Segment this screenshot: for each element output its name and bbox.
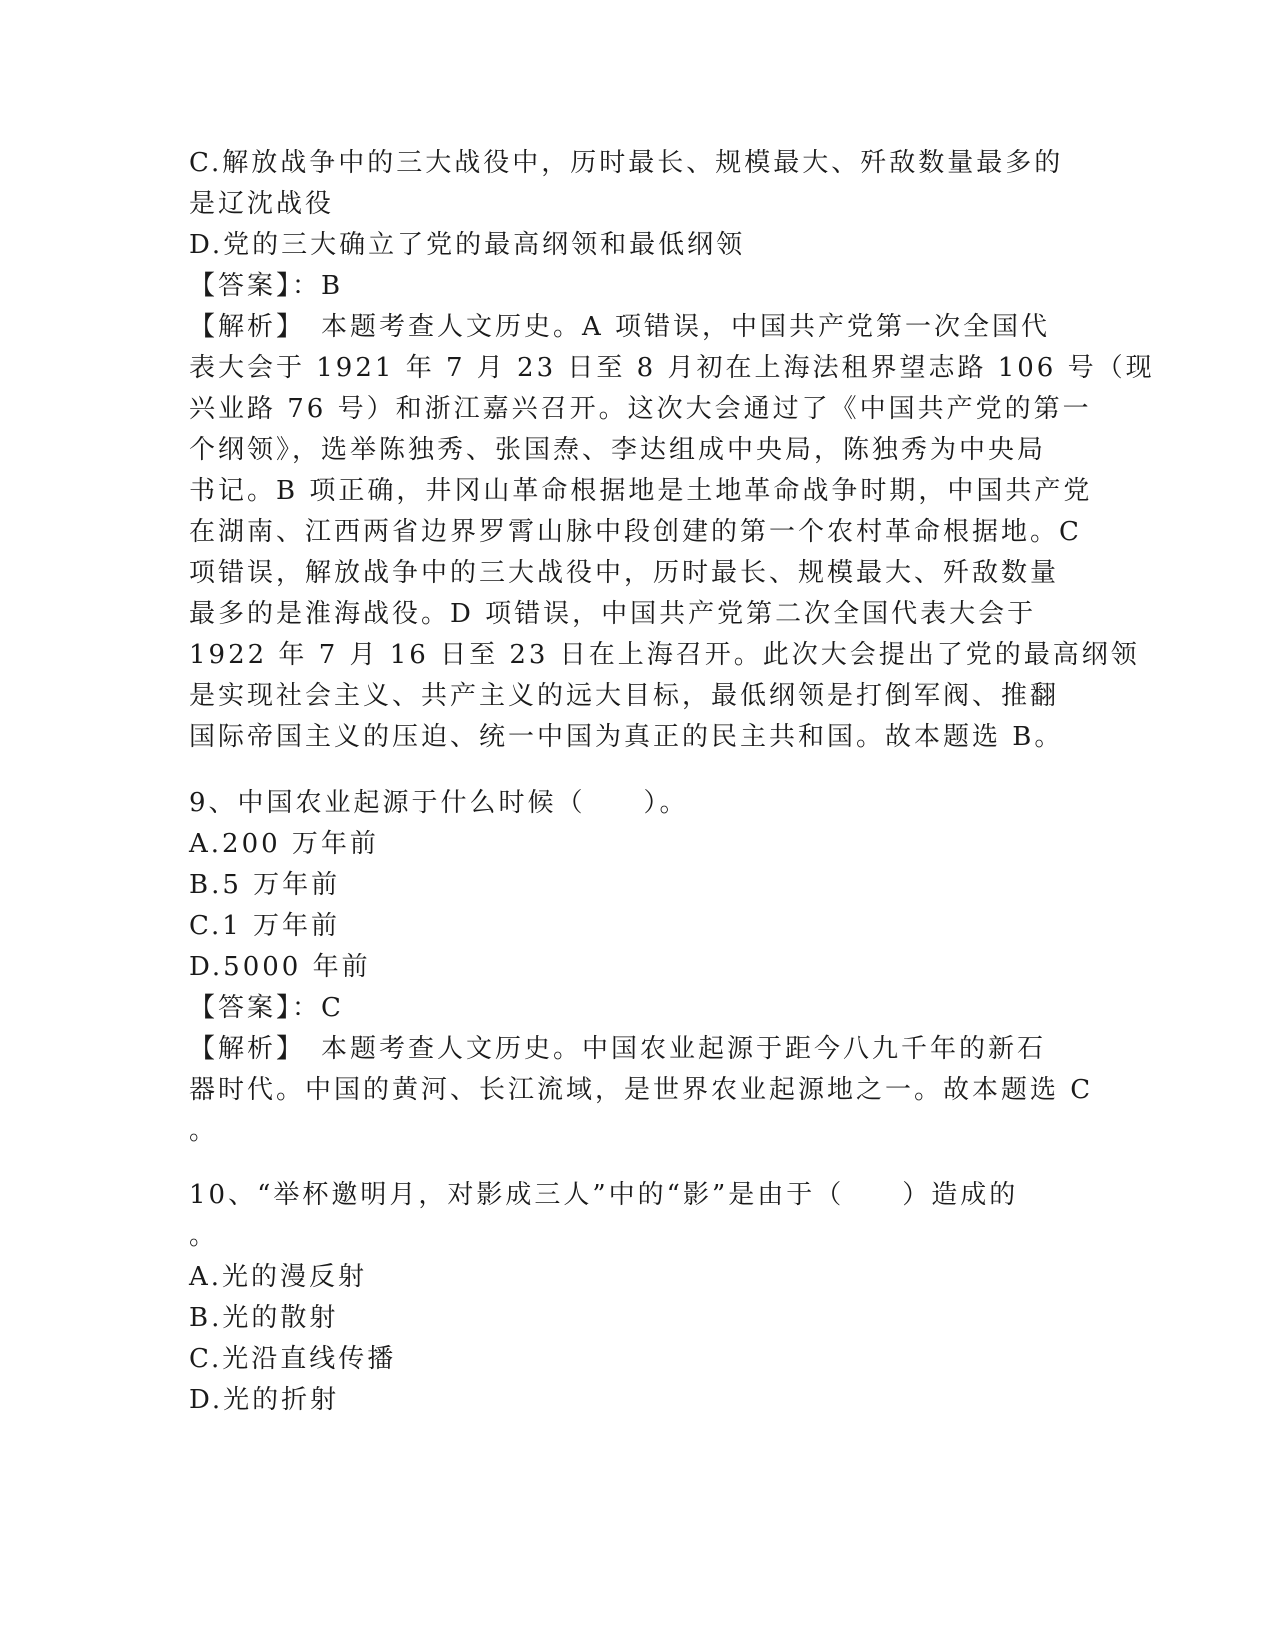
q9-analysis-line: 器时代。中国的黄河、长江流域，是世界农业起源地之一。故本题选 C: [189, 1075, 1094, 1105]
q10-option-c: C.光沿直线传播: [189, 1344, 397, 1374]
q9-analysis-line: 。: [189, 1116, 219, 1146]
q9-option-c: C.1 万年前: [189, 911, 341, 941]
q10-option-d: D.光的折射: [189, 1385, 340, 1415]
q10-option-b: B.光的散射: [189, 1303, 339, 1333]
q8-option-c: C.解放战争中的三大战役中，历时最长、规模最大、歼敌数量最多的: [189, 148, 1064, 178]
q8-answer: 【答案】：B: [189, 271, 344, 301]
q8-analysis-line: 项错误，解放战争中的三大战役中，历时最长、规模最大、歼敌数量: [189, 558, 1060, 588]
q8-analysis-line: 书记。B 项正确，井冈山革命根据地是土地革命战争时期，中国共产党: [189, 476, 1093, 506]
q8-analysis-line: 1922 年 7 月 16 日至 23 日在上海召开。此次大会提出了党的最高纲领: [189, 640, 1140, 670]
q8-analysis-line: 国际帝国主义的压迫、统一中国为真正的民主共和国。故本题选 B。: [189, 722, 1064, 752]
q9-option-d: D.5000 年前: [189, 952, 371, 982]
q10-option-a: A.光的漫反射: [189, 1262, 368, 1292]
q9-question: 9、中国农业起源于什么时候（ ）。: [189, 788, 689, 818]
q9-answer: 【答案】：C: [189, 993, 344, 1023]
q8-analysis-line: 【解析】 本题考查人文历史。A 项错误，中国共产党第一次全国代: [189, 312, 1051, 342]
q10-question-cont: 。: [189, 1221, 219, 1251]
q8-analysis-line: 在湖南、江西两省边界罗霄山脉中段创建的第一个农村革命根据地。C: [189, 517, 1082, 547]
q10-question: 10、“举杯邀明月，对影成三人”中的“影”是由于（ ）造成的: [189, 1180, 1019, 1210]
q8-option-d: D.党的三大确立了党的最高纲领和最低纲领: [189, 230, 746, 260]
q8-option-c-cont: 是辽沈战役: [189, 189, 335, 219]
q8-analysis-line: 兴业路 76 号）和浙江嘉兴召开。这次大会通过了《中国共产党的第一: [189, 394, 1092, 424]
q8-analysis-line: 表大会于 1921 年 7 月 23 日至 8 月初在上海法租界望志路 106 号（现: [189, 353, 1155, 383]
q8-analysis-line: 是实现社会主义、共产主义的远大目标，最低纲领是打倒军阀、推翻: [189, 681, 1060, 711]
q9-option-b: B.5 万年前: [189, 870, 341, 900]
q9-analysis-line: 【解析】 本题考查人文历史。中国农业起源于距今八九千年的新石: [189, 1034, 1047, 1064]
q9-option-a: A.200 万年前: [189, 829, 379, 859]
q8-analysis-line: 最多的是淮海战役。D 项错误，中国共产党第二次全国代表大会于: [189, 599, 1037, 629]
q8-analysis-line: 个纲领》，选举陈独秀、张国焘、李达组成中央局，陈独秀为中央局: [189, 435, 1047, 465]
